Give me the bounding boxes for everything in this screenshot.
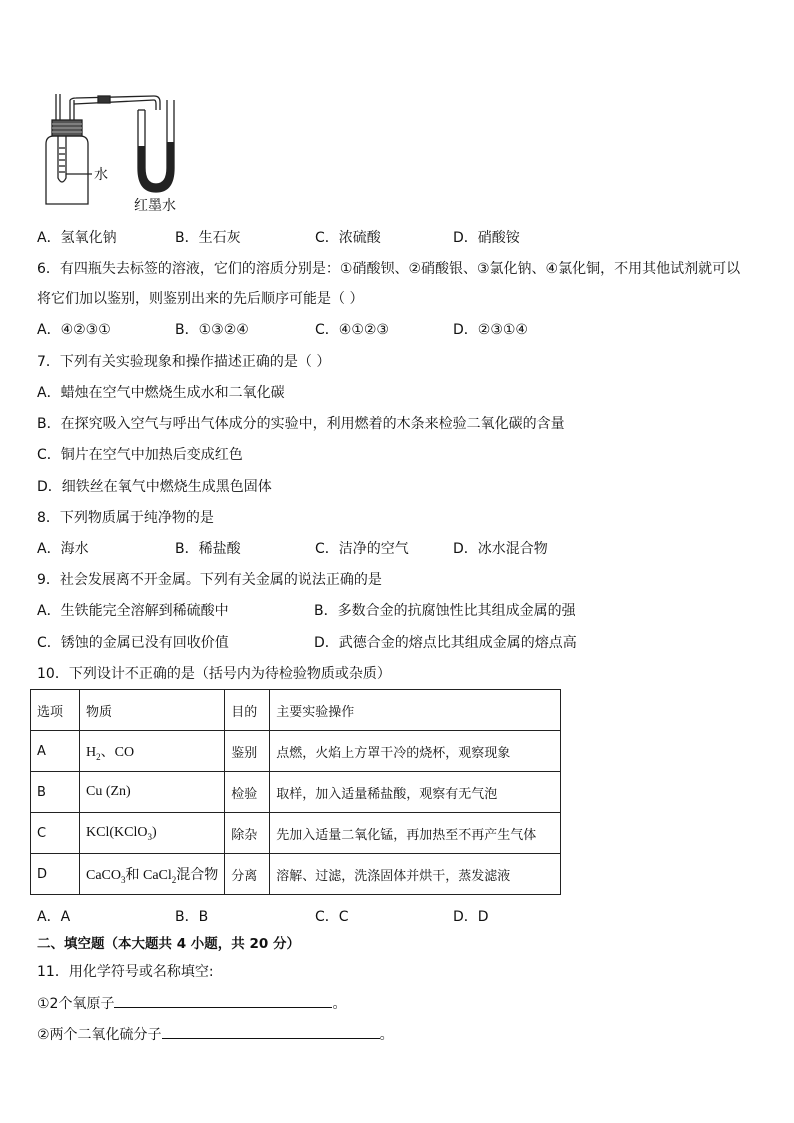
- ink-fill: [138, 142, 174, 192]
- q10-option-b[interactable]: B．B: [175, 909, 209, 925]
- q11-item2-end: 。: [379, 1027, 394, 1043]
- row-purpose: 检验: [225, 772, 270, 813]
- q9-option-c[interactable]: C．锈蚀的金属已没有回收价值: [37, 635, 229, 651]
- header-purpose: 目的: [225, 690, 270, 731]
- q9-option-d[interactable]: D．武德合金的熔点比其组成金属的熔点高: [314, 635, 577, 651]
- q6-option-b[interactable]: B．①③②④: [175, 322, 249, 338]
- q8-option-d[interactable]: D．冰水混合物: [453, 541, 548, 557]
- row-operation: 取样，加入适量稀盐酸，观察有无气泡: [270, 772, 561, 813]
- q6-option-a[interactable]: A．④②③①: [37, 322, 111, 338]
- row-operation: 先加入适量二氧化锰，再加热至不再产生气体: [270, 813, 561, 854]
- row-option: D: [31, 854, 80, 895]
- row-substance: $H_2$、CO: [80, 731, 225, 772]
- apparatus-figure: [34, 86, 244, 216]
- q11-item1-answer-blank[interactable]: [114, 993, 332, 1008]
- q10-option-d[interactable]: D．D: [453, 909, 489, 925]
- q8-option-a[interactable]: A．海水: [37, 541, 89, 557]
- q11-item1-label: ①2个氧原子: [37, 996, 115, 1012]
- q5-option-b[interactable]: B．生石灰: [175, 230, 241, 246]
- q7-option-d[interactable]: D．细铁丝在氧气中燃烧生成黑色固体: [37, 479, 272, 495]
- row-operation: 点燃，火焰上方罩干冷的烧杯，观察现象: [270, 731, 561, 772]
- header-option: 选项: [31, 690, 80, 731]
- q7-option-c[interactable]: C．铜片在空气中加热后变成红色: [37, 447, 243, 463]
- q9-stem: 9．社会发展离不开金属。下列有关金属的说法正确的是: [37, 572, 382, 588]
- table-row: [31, 731, 561, 772]
- q10-table: [30, 689, 561, 895]
- row-operation: 溶解、过滤，洗涤固体并烘干，蒸发滤液: [270, 854, 561, 895]
- q9-option-a[interactable]: A．生铁能完全溶解到稀硫酸中: [37, 603, 229, 619]
- q10-option-a[interactable]: A．A: [37, 909, 71, 925]
- q8-stem: 8．下列物质属于纯净物的是: [37, 510, 214, 526]
- row-substance: CaCO$_3$和 CaCl$_2$混合物: [80, 854, 225, 895]
- q10-option-c[interactable]: C．C: [315, 909, 349, 925]
- q11-item2-label: ②两个二氧化硫分子: [37, 1027, 162, 1043]
- row-option: A: [31, 731, 80, 772]
- q11-item2-answer-blank[interactable]: [162, 1024, 380, 1039]
- q10-stem: 10．下列设计不正确的是（括号内为待检验物质或杂质）: [37, 666, 391, 682]
- q11-item1-end: 。: [332, 996, 347, 1012]
- row-purpose: 分离: [225, 854, 270, 895]
- row-option: C: [31, 813, 80, 854]
- table-header-row: [31, 690, 561, 731]
- q11-item2: [37, 1024, 394, 1045]
- section-title: 二、填空题（本大题共 4 小题，共 20 分）: [37, 936, 300, 952]
- q8-option-c[interactable]: C．洁净的空气: [315, 541, 409, 557]
- q6-stem-line1: 6．有四瓶失去标签的溶液，它们的溶质分别是：①硝酸钡、②硝酸银、③氯化钠、④氯化铜，不用其他试剂就可以: [37, 261, 741, 277]
- row-purpose: 除杂: [225, 813, 270, 854]
- q7-stem: 7．下列有关实验现象和操作描述正确的是（ ）: [37, 354, 331, 370]
- q8-option-b[interactable]: B．稀盐酸: [175, 541, 241, 557]
- header-operation: 主要实验操作: [270, 690, 561, 731]
- header-substance: 物质: [80, 690, 225, 731]
- q7-option-b[interactable]: B．在探究吸入空气与呼出气体成分的实验中，利用燃着的木条来检验二氧化碳的含量: [37, 416, 565, 432]
- table-row: [31, 813, 561, 854]
- ink-label: 红墨水: [134, 198, 176, 214]
- table-row: [31, 772, 561, 813]
- q5-option-a[interactable]: A．氢氧化钠: [37, 230, 117, 246]
- q11-stem: 11．用化学符号或名称填空:: [37, 964, 214, 980]
- q7-option-a[interactable]: A．蜡烛在空气中燃烧生成水和二氧化碳: [37, 385, 285, 401]
- water-label: 水: [94, 167, 108, 183]
- row-substance: KCl(KClO$_3$): [80, 813, 225, 854]
- q5-option-c[interactable]: C．浓硫酸: [315, 230, 381, 246]
- q5-option-d[interactable]: D．硝酸铵: [453, 230, 520, 246]
- row-substance: Cu (Zn): [80, 772, 225, 813]
- q6-option-d[interactable]: D．②③①④: [453, 322, 528, 338]
- table-row: [31, 854, 561, 895]
- q11-item1: [37, 993, 346, 1014]
- row-option: B: [31, 772, 80, 813]
- q6-option-c[interactable]: C．④①②③: [315, 322, 389, 338]
- row-purpose: 鉴别: [225, 731, 270, 772]
- q9-option-b[interactable]: B．多数合金的抗腐蚀性比其组成金属的强: [314, 603, 576, 619]
- q6-stem-line2: 将它们加以鉴别，则鉴别出来的先后顺序可能是（ ）: [37, 291, 364, 307]
